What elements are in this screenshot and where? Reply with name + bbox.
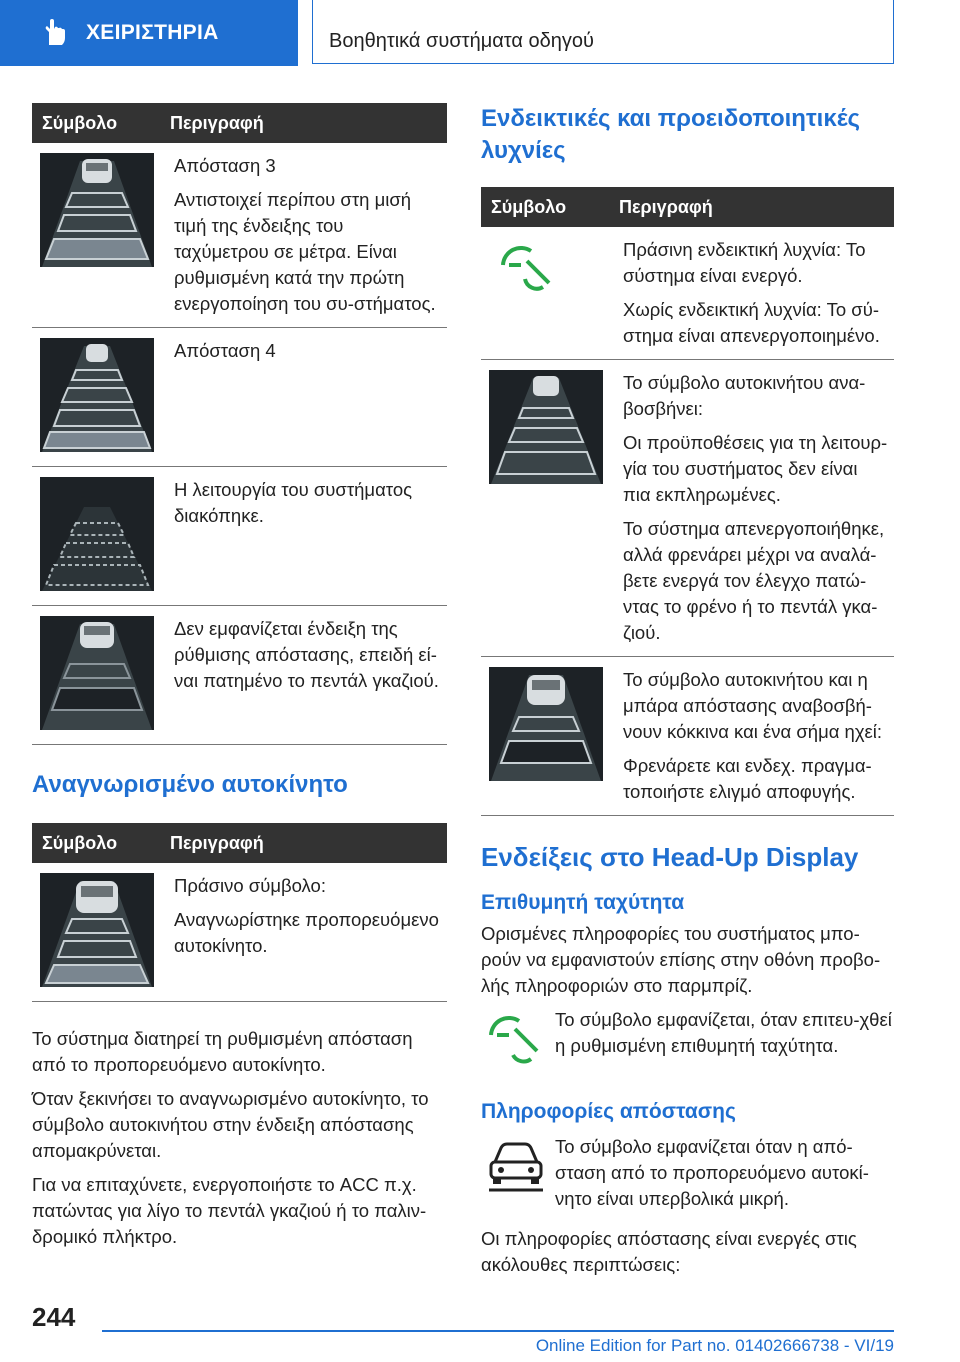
table-row: [32, 143, 447, 328]
body-paragraph: Όταν ξεκινήσει το αναγνωρισμένο αυτοκίνητο, το σύμβολο αυτοκινήτου στην ένδειξη απόστασης απομακρύνεται.: [32, 1088, 429, 1161]
distance-warning-car-icon: [485, 1138, 547, 1194]
body-paragraph: Για να επιταχύνετε, ενεργοποιήστε το ACC π.χ. πατώντας για λίγο το πεντάλ γκαζιού ή το παλιν-δρομικό πλήκτρο.: [32, 1174, 427, 1247]
row-text: Πράσινο σύμβολο:: [174, 875, 326, 896]
row-text: Το σύμβολο αυτοκινήτου και η μπάρα απόστασης αναβοσβή-νουν κόκκινα και ένα σήμα ηχεί:: [623, 669, 883, 742]
vehicle-flashing-icon: [489, 370, 603, 484]
desired-speed-row: [481, 1007, 894, 1070]
table-row: [481, 657, 894, 816]
distance-4-icon: [40, 338, 154, 452]
speedometer-lamp-icon: [497, 243, 557, 293]
body-paragraph: Το σύστημα διατηρεί τη ρυθμισμένη απόσταση από το προπορευόμενο αυτοκίνητο.: [32, 1028, 413, 1075]
table-row: [481, 227, 894, 360]
desired-speed-hud-icon: [487, 1015, 547, 1065]
footer-divider: [102, 1330, 894, 1332]
indicator-lamps-heading: Ενδεικτικές και προειδοποιητικές λυχνίες: [481, 105, 861, 164]
chapter-tab[interactable]: [0, 0, 298, 66]
vehicle-red-warning-icon: [489, 667, 603, 781]
recognized-vehicle-table: [32, 823, 447, 1002]
col-description-header: Περιγραφή: [619, 187, 894, 227]
row-text: Η λειτουργία του συστήματος διακόπηκε.: [174, 479, 413, 526]
row-text: Απόσταση 3: [174, 155, 276, 176]
row-text: Το σύστημα απενεργοποιήθηκε, αλλά φρενάρει μέχρι να αναλά-βετε ενεργά τον έλεγχο πατώ-ντας το φρένο ή το πεντάλ γκα-ζιού.: [623, 518, 885, 643]
distance-not-shown-icon: [40, 616, 154, 730]
col-symbol-header: Σύμβολο: [32, 823, 170, 863]
chapter-title: ΧΕΙΡΙΣΤΗΡΙΑ: [86, 21, 219, 44]
row-text: Δεν εμφανίζεται ένδειξη της ρύθμισης απόστασης, επειδή εί-ναι πατημένο το πεντάλ γκαζιού.: [174, 618, 439, 691]
body-paragraph: Ορισμένες πληροφορίες του συστήματος μπο-ρούν να εμφανιστούν επίσης στην οθόνη προβο-λής πληροφοριών στο παρμπρίζ.: [481, 923, 881, 996]
row-text: Φρενάρετε και ενδεχ. πραγμα-τοποιήστε ελιγμό αποφυγής.: [623, 755, 872, 802]
right-column: [481, 103, 894, 1286]
distance-info-heading: Πληροφορίες απόστασης: [481, 1100, 736, 1123]
col-description-header: Περιγραφή: [170, 823, 447, 863]
hand-icon: [40, 18, 70, 48]
row-text: Αντιστοιχεί περίπου στη μισή τιμή της ένδειξης του ταχύμετρου σε μέτρα. Είναι ρυθμισμένη κατά την πρώτη ενεργοποίηση του συ-στήματος.: [174, 189, 436, 314]
table-row: [481, 360, 894, 657]
body-paragraph: Οι πληροφορίες απόστασης είναι ενεργές στις ακόλουθες περιπτώσεις:: [481, 1228, 857, 1275]
left-column: [32, 103, 447, 1258]
system-interrupted-icon: [40, 477, 154, 591]
col-symbol-header: Σύμβολο: [32, 103, 170, 143]
table-row: [32, 328, 447, 467]
page-number: 244: [32, 1302, 76, 1332]
table-row: [32, 606, 447, 745]
distance-symbol-table: [32, 103, 447, 745]
edition-footer: Online Edition for Part no. 01402666738 - VI/19: [535, 1336, 894, 1355]
distance-info-row: [481, 1134, 894, 1212]
table-row: [32, 467, 447, 606]
hud-heading: Ενδείξεις στο Head-Up Display: [481, 842, 859, 872]
recognized-vehicle-icon: [40, 873, 154, 987]
table-row: [32, 863, 447, 1002]
desired-speed-icon-text: Το σύμβολο εμφανίζεται, όταν επιτευ-χθεί η ρυθμισμένη επιθυμητή ταχύτητα.: [555, 1009, 892, 1056]
col-symbol-header: Σύμβολο: [481, 187, 619, 227]
section-header: [312, 0, 894, 64]
desired-speed-heading: Επιθυμητή ταχύτητα: [481, 891, 685, 914]
section-title: Βοηθητικά συστήματα οδηγού: [329, 30, 594, 52]
row-text: Οι προϋποθέσεις για τη λειτουρ-γία του συστήματος δεν είναι πια εκπληρωμένες.: [623, 432, 888, 505]
indicator-lamps-table: [481, 187, 894, 816]
recognized-vehicle-heading: Αναγνωρισμένο αυτοκίνητο: [32, 771, 348, 798]
row-text: Το σύμβολο αυτοκινήτου ανα-βοσβήνει:: [623, 372, 866, 419]
distance-info-icon-text: Το σύμβολο εμφανίζεται όταν η από-σταση από το προπορευόμενο αυτοκί-νητο είναι υπερβολικά μικρή.: [555, 1136, 869, 1209]
distance-3-icon: [40, 153, 154, 267]
row-text: Αναγνωρίστηκε προπορευόμενο αυτοκίνητο.: [174, 909, 439, 956]
row-text: Απόσταση 4: [174, 340, 276, 361]
row-text: Πράσινη ενδεικτική λυχνία: Το σύστημα είναι ενεργό.: [623, 239, 866, 286]
row-text: Χωρίς ενδεικτική λυχνία: Το σύ-στημα είναι απενεργοποιημένο.: [623, 299, 880, 346]
col-description-header: Περιγραφή: [170, 103, 447, 143]
